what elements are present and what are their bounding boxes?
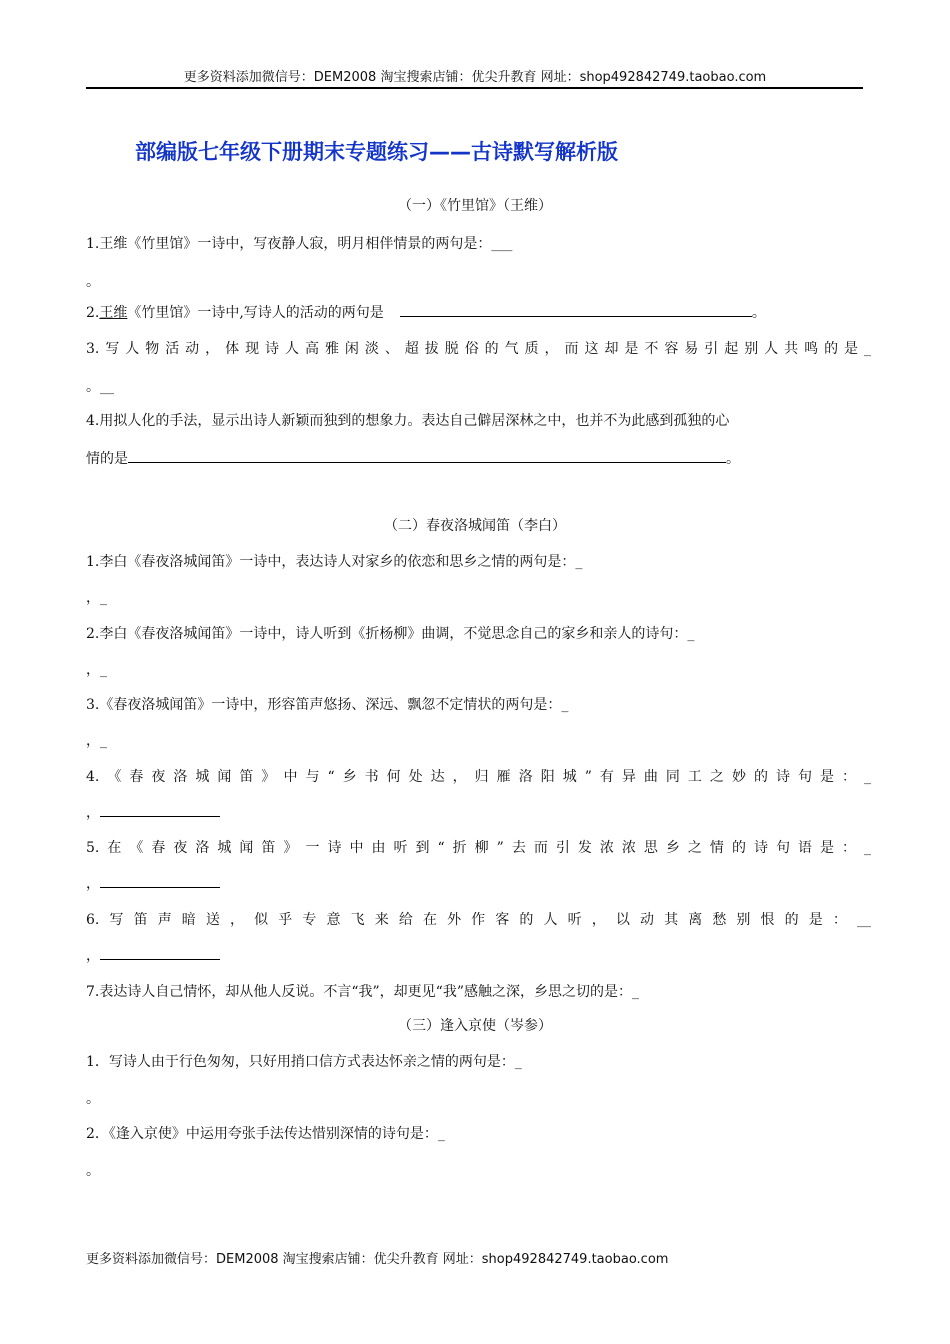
answer-end: ，: [86, 805, 100, 821]
answer-end: ，: [86, 876, 100, 892]
question-2-7: 7.表达诗人自己情怀，却从他人反说。不言“我”，却更见“我”感触之深，乡思之切的是：_: [86, 984, 639, 1000]
answer-end: ，: [86, 948, 100, 964]
question-number: 2.: [86, 305, 100, 321]
answer-end-1-1: 。: [86, 274, 100, 290]
section-heading-2: （二）春夜洛城闻笛（李白）: [384, 518, 566, 534]
answer-blank[interactable]: [100, 873, 220, 888]
answer-end: 。: [726, 451, 740, 467]
poet-name: 王维: [99, 305, 128, 321]
question-1-2: [86, 302, 766, 322]
answer-end-2-3: ，_: [86, 733, 107, 749]
answer-blank[interactable]: [100, 945, 220, 960]
question-2-1: 1.李白《春夜洛城闻笛》一诗中，表达诗人对家乡的依恋和思乡之情的两句是：_: [86, 554, 583, 570]
answer-line-2-5: [86, 873, 220, 893]
question-2-4: 4.《春夜洛城闻笛》中与“乡书何处达，归雁洛阳城”有异曲同工之妙的诗句是：_: [86, 769, 871, 785]
question-text: 情的是: [86, 451, 128, 467]
question-1-4: 4.用拟人化的手法，显示出诗人新颖而独到的想象力。表达自己僻居深林之中，也并不为此感到孤独的心: [86, 413, 730, 429]
question-1-3: 3.写人物活动，体现诗人高雅闲淡、超拔脱俗的气质，而这却是不容易引起别人共鸣的是_: [86, 341, 871, 357]
question-2-6: 6.写笛声暗送，似乎专意飞来给在外作客的人听，以动其离愁别恨的是：__: [86, 912, 871, 928]
answer-end-2-2: ，_: [86, 662, 107, 678]
section-heading-3: （三）逢入京使（岑参）: [398, 1018, 552, 1034]
page-header: 更多资料添加微信号：DEM2008 淘宝搜索店铺：优尖升教育 网址：shop492842749.taobao.com: [183, 70, 767, 85]
answer-blank[interactable]: [100, 802, 220, 817]
question-3-1: 1．写诗人由于行色匆匆，只好用捎口信方式表达怀亲之情的两句是：_: [86, 1054, 522, 1070]
answer-blank[interactable]: [400, 302, 752, 317]
question-2-3: 3.《春夜洛城闻笛》一诗中，形容笛声悠扬、深远、飘忽不定情状的两句是：_: [86, 697, 569, 713]
answer-end-1-3: 。__: [86, 379, 114, 395]
answer-blank[interactable]: [128, 448, 726, 463]
answer-line-2-6: [86, 945, 220, 965]
section-heading-1: （一）《竹里馆》（王维）: [398, 198, 552, 214]
document-title: 部编版七年级下册期末专题练习——古诗默写解析版: [135, 140, 618, 164]
question-1-4-cont: [86, 448, 740, 468]
question-2-2: 2.李白《春夜洛城闻笛》一诗中，诗人听到《折杨柳》曲调，不觉思念自己的家乡和亲人的诗句：_: [86, 626, 695, 642]
question-1-1: 1.王维《竹里馆》一诗中，写夜静人寂，明月相伴情景的两句是：___: [86, 236, 513, 252]
answer-end-2-1: ，_: [86, 590, 107, 606]
answer-end-3-2: 。: [86, 1163, 100, 1179]
header-divider: [86, 87, 863, 89]
question-3-2: 2．《逢入京使》中运用夸张手法传达惜别深情的诗句是：_: [86, 1126, 445, 1142]
answer-end-3-1: 。: [86, 1091, 100, 1107]
answer-line-2-4: [86, 802, 220, 822]
page-footer: 更多资料添加微信号：DEM2008 淘宝搜索店铺：优尖升教育 网址：shop492842749.taobao.com: [86, 1252, 669, 1267]
answer-end: 。: [751, 305, 766, 321]
question-text: 《竹里馆》一诗中,写诗人的活动的两句是: [127, 305, 384, 321]
question-2-5: 5.在《春夜洛城闻笛》一诗中由听到“折柳”去而引发浓浓思乡之情的诗句语是：_: [86, 840, 871, 856]
